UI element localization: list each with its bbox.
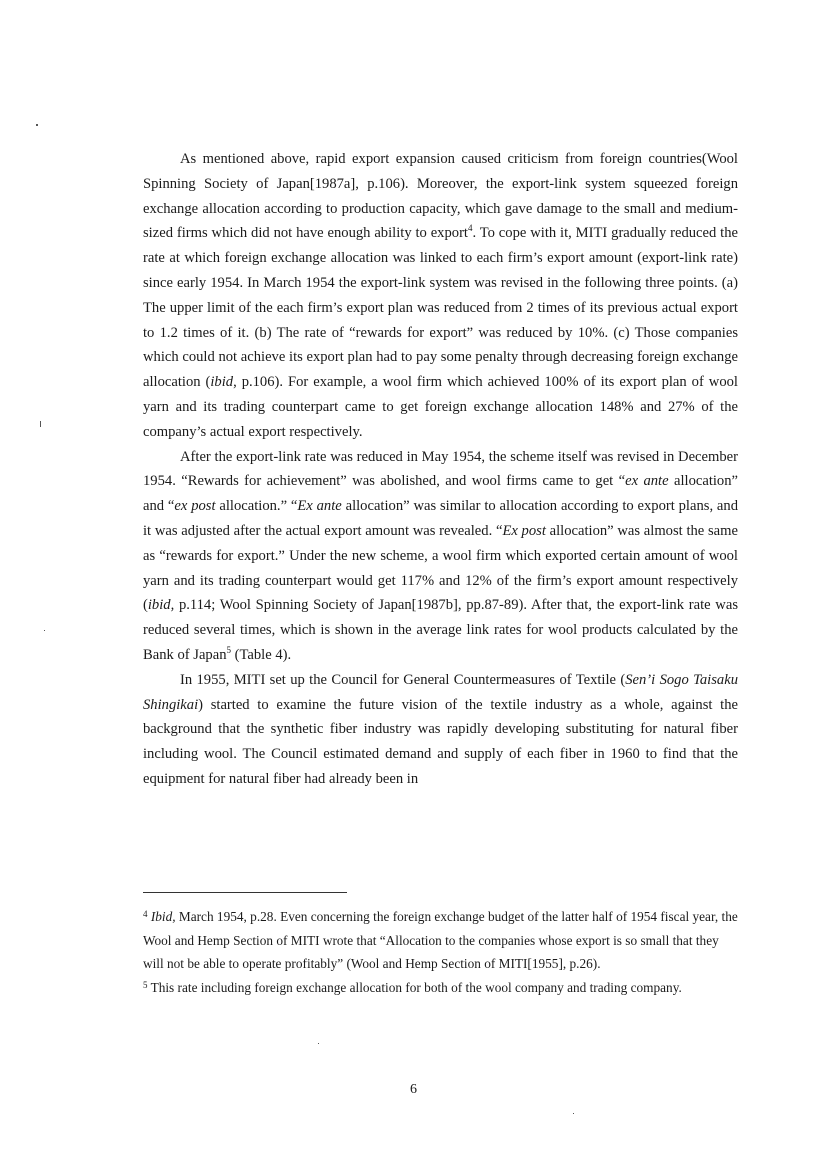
page-number: 6 [410, 1082, 417, 1097]
text-run: In 1955, MITI set up the Council for General Countermeasures of Textile ( [180, 671, 626, 688]
text-run: March 1954, p.28. Even concerning the foreign exchange budget of the latter half of 1954 fiscal year, the Wool and Hemp Section of MITI wrote that “Allocation to the companies whose export is so small that they will not be able to operate profitably” (Wool and Hemp Section of MITI[1955], p.26). [143, 909, 738, 971]
footnote [143, 905, 738, 976]
scan-speck [40, 421, 41, 427]
text-run: (Table 4). [231, 646, 292, 663]
footnote-ref: 4 [468, 223, 473, 234]
scan-speck [36, 124, 38, 126]
text-run: As mentioned above, rapid export expansion caused criticism from foreign countries(Wool Spinning Society of Japan[1987a], p.106). Moreover, the export-link system squeezed foreign exchange allocation according to production capacity, which gave damage to the small and medium-sized firms which did not have enough ability to export [143, 151, 738, 242]
text-run: After the export-link rate was reduced in May 1954, the scheme itself was revised in December 1954. “Rewards for achievement” was abolished, and wool firms came to get “ [143, 448, 738, 490]
italic-run: Ex ante [297, 498, 342, 515]
italic-run: ibid, [147, 597, 175, 614]
italic-run: Ibid, [150, 909, 176, 924]
footnote-divider [143, 892, 347, 893]
italic-run: ex ante [625, 473, 669, 490]
footnote [143, 976, 738, 1000]
paragraph [143, 668, 738, 792]
italic-run: ibid [210, 374, 234, 391]
italic-run: ex post [174, 498, 216, 515]
footnote-number: 5 [143, 979, 148, 990]
scan-speck [318, 1043, 319, 1044]
paragraph [143, 445, 738, 668]
text-run: ) started to examine the future vision of the textile industry as a whole, against the background that the synthetic fiber industry was rapidly developing substituting for natural fiber including wool. The Council estimated demand and supply of each fiber in 1960 to find that the equipment for natural fiber had already been in [143, 696, 738, 787]
text-run: This rate including foreign exchange allocation for both of the wool company and trading company. [147, 979, 682, 995]
italic-run: Sen’i Sogo Taisaku Shingikai [143, 671, 738, 713]
footnote-number: 4 [143, 909, 148, 919]
text-run: allocation” was similar to allocation according to export plans, and it was adjusted after the actual export amount was revealed. “ [143, 498, 739, 539]
footnotes [143, 905, 738, 999]
text-run: , p.106). For example, a wool firm which achieved 100% of its export plan of wool yarn and its trading counterpart came to get foreign exchange allocation 148% and 27% of the company’s actual export respectively. [143, 374, 738, 440]
footnote-ref: 5 [226, 644, 231, 655]
body-text [143, 147, 738, 792]
scan-speck [44, 630, 45, 631]
text-run: allocation” was almost the same as “rewards for export.” Under the new scheme, a wool firm which exported certain amount of wool yarn and its trading counterpart would get 117% and 12% of the firm’s export amount respectively ( [143, 522, 738, 614]
text-run: . To cope with it, MITI gradually reduced the rate at which foreign exchange allocation was linked to each firm’s export amount (export-link rate) since early 1954. In March 1954 the export-link system was revised in the following three points. (a) The upper limit of the each firm’s export plan was reduced from 2 times of its previous actual export to 1.2 times of it. (b) The rate of “rewards for export” was reduced by 10%. (c) Those companies which could not achieve its export plan had to pay some penalty through decreasing foreign exchange allocation ( [143, 225, 738, 391]
text-run: allocation.” “ [215, 498, 298, 515]
text-run: allocation” and “ [143, 473, 739, 515]
text-run: p.114; Wool Spinning Society of Japan[1987b], pp.87-89). After that, the export-link rate was reduced several times, which is shown in the average link rates for wool products calculated by the Bank of Japan [143, 597, 738, 663]
paragraph [143, 147, 738, 445]
scan-speck [573, 1113, 574, 1114]
italic-run: Ex post [502, 522, 546, 539]
